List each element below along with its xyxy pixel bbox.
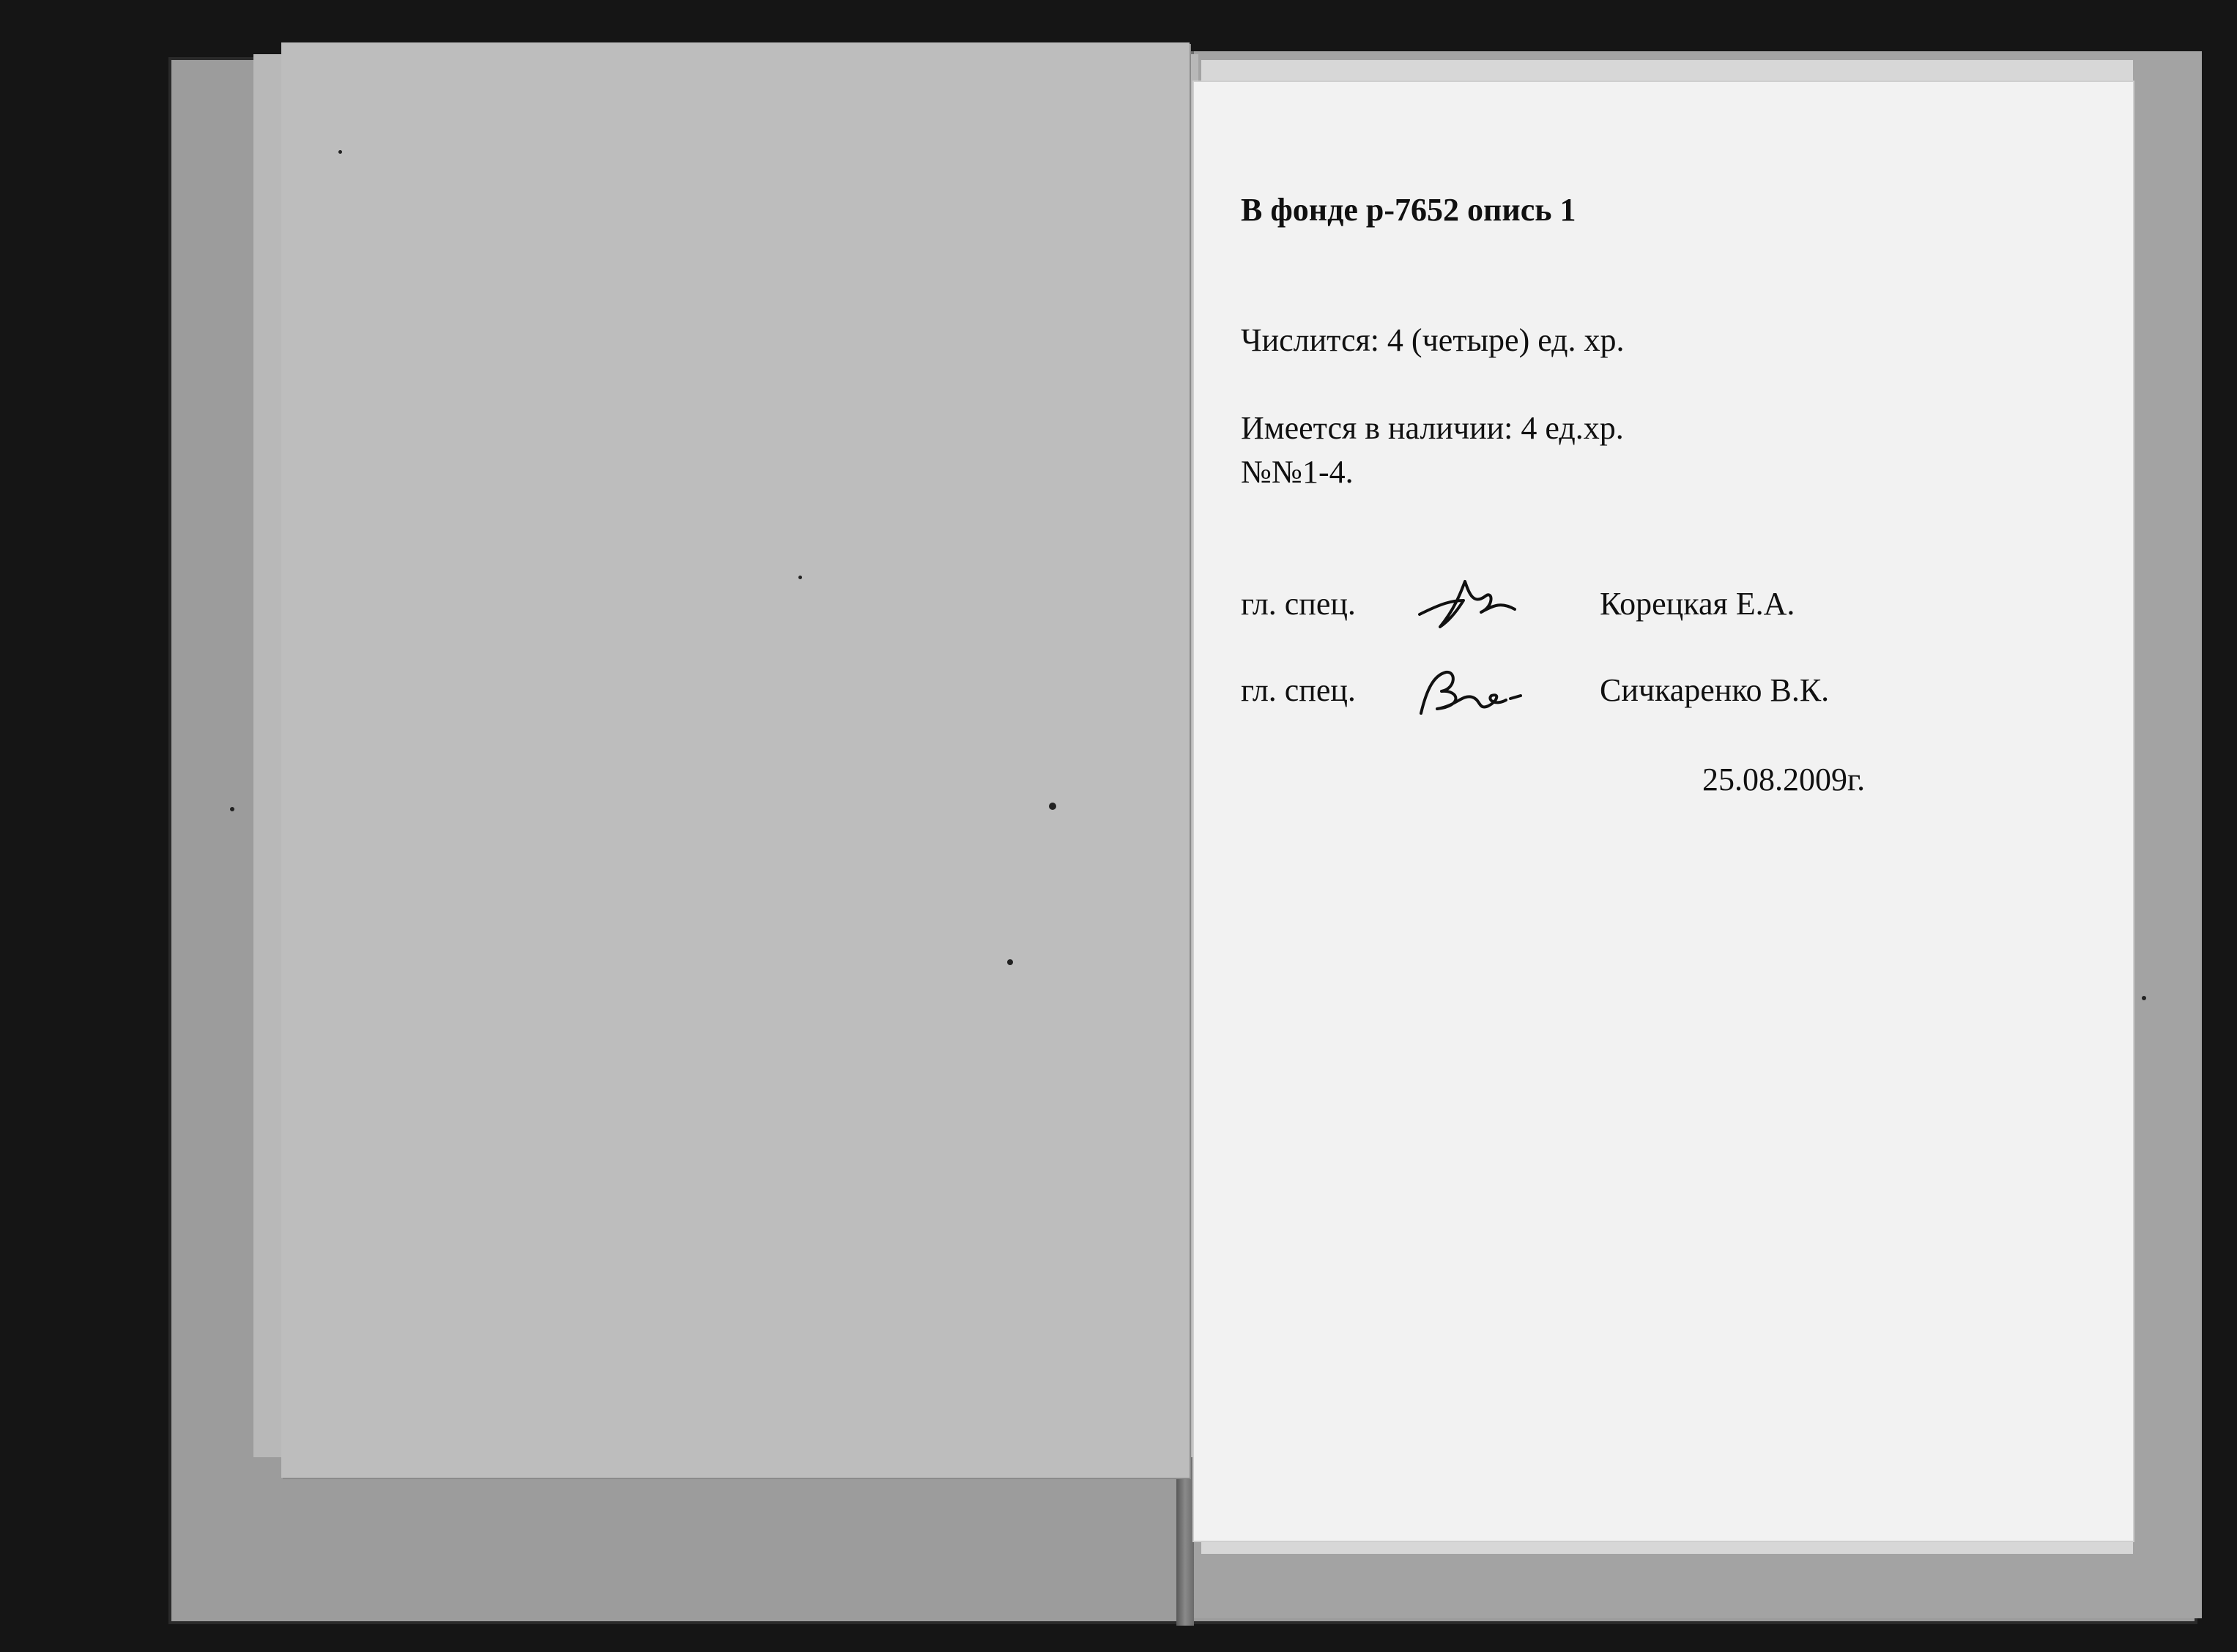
paper-speck [1007,959,1013,965]
second-role-label: гл. спец. [1241,672,1356,708]
signature-icon [1414,661,1524,719]
first-specialist-name: Корецкая Е.А. [1600,586,1795,622]
certification-date: 25.08.2009г. [1702,762,1866,797]
paper-speck [230,807,234,811]
certification-page [1194,82,2133,1541]
unit-number-range: №№1-4. [1241,454,1354,490]
fond-heading: В фонде р-7652 опись 1 [1241,192,1576,228]
second-specialist-name: Сичкаренко В.К. [1600,672,1830,708]
paper-speck [1049,803,1056,810]
listed-units: Числится: 4 (четыре) ед. хр. [1241,322,1625,358]
signature-icon [1414,574,1524,633]
blank-left-page [281,42,1190,1478]
paper-speck [798,576,802,579]
available-units: Имеется в наличии: 4 ед.хр. [1241,410,1624,446]
first-role-label: гл. спец. [1241,586,1356,622]
paper-speck [338,150,342,154]
paper-speck [2142,996,2146,1000]
